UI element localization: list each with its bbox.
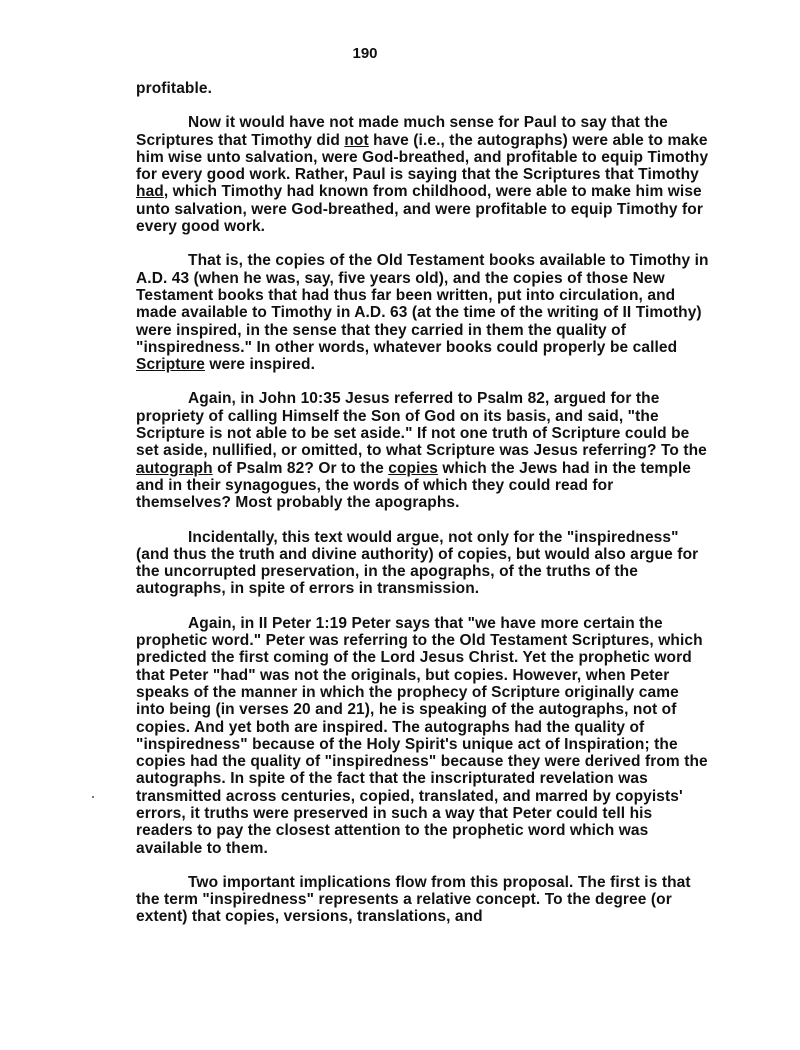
page-number: 190 xyxy=(352,45,378,62)
text-run: profitable. xyxy=(136,80,213,97)
text-run: That is, the copies of the Old Testament books available to Timothy in A.D. 43 (when he was, say, five years old), and the copies of those New Testament books that had thus far been written, put into circulation, and made available to Timothy in A.D. 63 (at the time of the writing of II Timothy) were inspired, in the sense that they carried in them the quality of "inspiredness." In other words, whatever books could properly be called xyxy=(136,252,709,356)
text-run: , which Timothy had known from childhood, were able to make him wise unto salvation, were God-breathed, and were profitable to equip Timothy for every good work. xyxy=(136,183,703,236)
paragraph xyxy=(136,80,710,97)
underlined-word: copies xyxy=(388,459,438,477)
paragraph xyxy=(136,615,710,857)
paragraph xyxy=(136,114,710,235)
text-run: have (i.e., the autographs) were able to make him wise unto salvation, were God-breathed, and profitable to equip Timothy for every good work. Rather, Paul is saying that the Scriptures that Timothy xyxy=(136,131,709,184)
underlined-word: had xyxy=(136,183,164,201)
paragraph xyxy=(136,252,710,373)
text-run: which the Jews had in the temple and in their synagogues, the words of which they could read for themselves? Most probably the apographs. xyxy=(136,459,692,512)
paragraph xyxy=(136,874,710,926)
text-run: Two important implications flow from this proposal. The first is that the term "inspiredness" represents a relative concept. To the degree (or extent) that copies, versions, translations, and xyxy=(136,873,691,926)
text-run: Again, in John 10:35 Jesus referred to Psalm 82, argued for the propriety of calling Himself the Son of God on its basis, and said, "the Scripture is not able to be set aside." If not one truth of Scripture could be set aside, nullified, or omitted, to what Scripture was Jesus referring? To the xyxy=(136,390,707,460)
body-text xyxy=(136,80,710,943)
underlined-word: not xyxy=(344,131,369,149)
text-run: of Psalm 82? Or to the xyxy=(212,459,389,477)
text-run: Now it would have not made much sense for Paul to say that the Scriptures that Timothy did xyxy=(136,114,668,149)
scan-speck xyxy=(92,796,94,798)
underlined-word: autograph xyxy=(136,459,213,477)
underlined-word: Scripture xyxy=(136,356,205,374)
text-run: were inspired. xyxy=(204,356,315,374)
text-run: Again, in II Peter 1:19 Peter says that "we have more certain the prophetic word." Peter was referring to the Old Testament Scriptures, which predicted the first coming of the Lord Jesus Christ. Yet the prophetic word that Peter "had" was not the originals, but copies. However, when Peter speaks of the manner in which the prophecy of Scripture originally came into being (in verses 20 and 21), he is speaking of the autographs, not of copies. And yet both are inspired. The autographs had the quality of "inspiredness" because of the Holy Spirit's unique act of Inspiration; the copies had the quality of "inspiredness" because they were derived from the autographs. In spite of the fact that the inscripturated revelation was transmitted across centuries, copied, translated, and marred by copyists' errors, it truths were preserved in such a way that Peter could tell his readers to pay the closest attention to the prophetic word which was available to them. xyxy=(136,614,708,857)
paragraph xyxy=(136,390,710,511)
paragraph xyxy=(136,529,710,598)
text-run: Incidentally, this text would argue, not only for the "inspiredness" (and thus the truth and divine authority) of copies, but would also argue for the uncorrupted preservation, in the apographs, of the truths of the autographs, in spite of errors in transmission. xyxy=(136,528,699,598)
